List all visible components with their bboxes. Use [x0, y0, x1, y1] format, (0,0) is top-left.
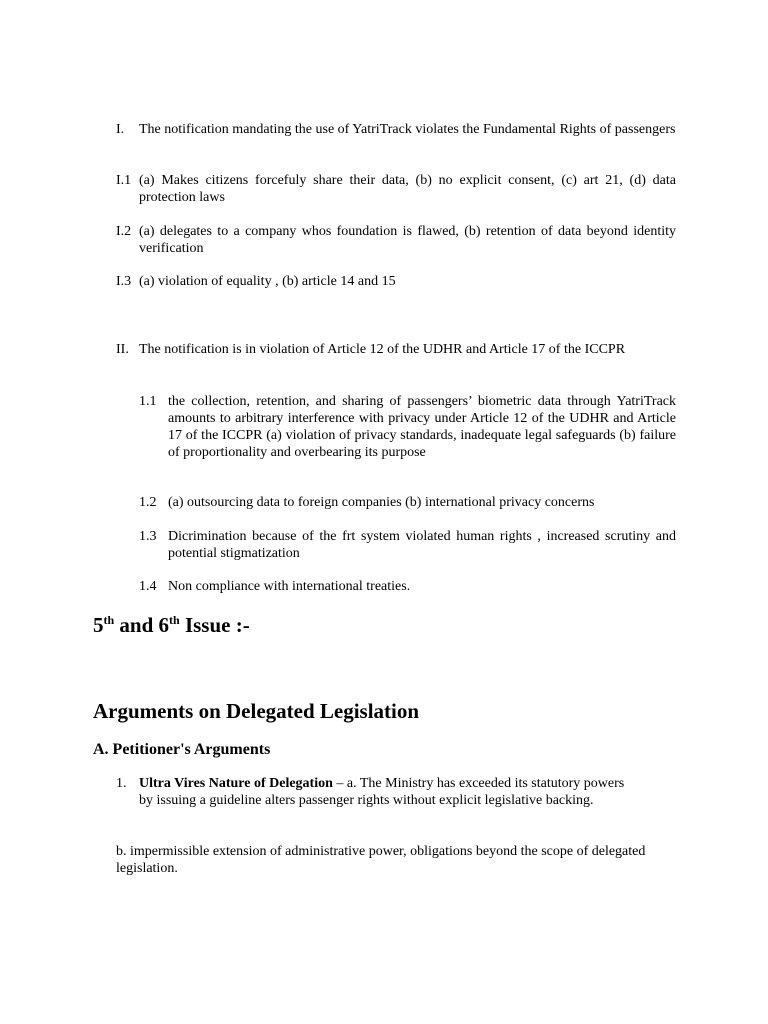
section-heading-item — [116, 341, 676, 358]
item-number: 1.2 — [139, 495, 157, 510]
list-item — [139, 578, 676, 595]
item-text: Non compliance with international treaties. — [168, 579, 411, 594]
item-text: the collection, retention, and sharing of passengers’ biometric data through YatriTrack amounts to arbitrary interference with privacy under Article 12 of the UDHR and Article 17 of the ICCPR (a) violation of privacy standards, inadequate legal safeguards (b) failure of proportionality and overbearing its purpose — [168, 394, 676, 460]
item-number: I.1 — [116, 173, 132, 188]
issue-heading — [93, 612, 250, 638]
item-text: (a) Makes citizens forcefuly share their data, (b) no explicit consent, (c) art 21, (d) data protection laws — [139, 173, 676, 205]
item-number: I.3 — [116, 274, 132, 289]
item-text: The notification is in violation of Article 12 of the UDHR and Article 17 of the ICCPR — [139, 342, 626, 357]
item-text: (a) outsourcing data to foreign companies (b) international privacy concerns — [168, 495, 595, 510]
list-item — [139, 494, 676, 511]
item-text: The notification mandating the use of YatriTrack violates the Fundamental Rights of passengers — [139, 122, 676, 137]
paragraph: b. impermissible extension of administrative power, obligations beyond the scope of delegated legislation. — [116, 844, 646, 876]
sub-heading: A. Petitioner's Arguments — [93, 741, 271, 758]
list-item — [116, 172, 676, 206]
item-number: 1.1 — [139, 394, 157, 409]
item-number: 1. — [116, 776, 127, 791]
list-item — [116, 223, 676, 257]
item-text — [139, 775, 636, 809]
item-number: 1.4 — [139, 579, 157, 594]
list-item — [116, 121, 676, 138]
item-text: Dicrimination because of the frt system violated human rights , increased scrutiny and potential stigmatization — [168, 529, 676, 561]
argument-body: – a. The Ministry has exceeded its statutory powers by issuing a guideline alters passenger rights without explicit legislative backing. — [139, 776, 625, 808]
list-item — [116, 273, 676, 290]
issue-number-first: 5 — [93, 613, 104, 637]
list-item — [139, 528, 676, 562]
ordinal-suffix: th — [103, 613, 115, 627]
item-number: I. — [116, 122, 125, 137]
item-number: I.2 — [116, 224, 132, 239]
item-text: (a) delegates to a company whos foundation is flawed, (b) retention of data beyond identity verification — [139, 224, 676, 256]
argument-title: Ultra Vires Nature of Delegation — [139, 776, 333, 791]
item-text: (a) violation of equality , (b) article 14 and 15 — [139, 274, 396, 289]
issue-number-second: and 6 — [114, 613, 170, 637]
main-heading: Arguments on Delegated Legislation — [93, 699, 420, 723]
ordinal-suffix: th — [169, 613, 180, 627]
issue-heading-rest: Issue :- — [179, 613, 250, 637]
argument-item — [116, 775, 636, 809]
list-item — [139, 393, 676, 461]
item-number: II. — [116, 342, 129, 357]
item-number: 1.3 — [139, 529, 157, 544]
